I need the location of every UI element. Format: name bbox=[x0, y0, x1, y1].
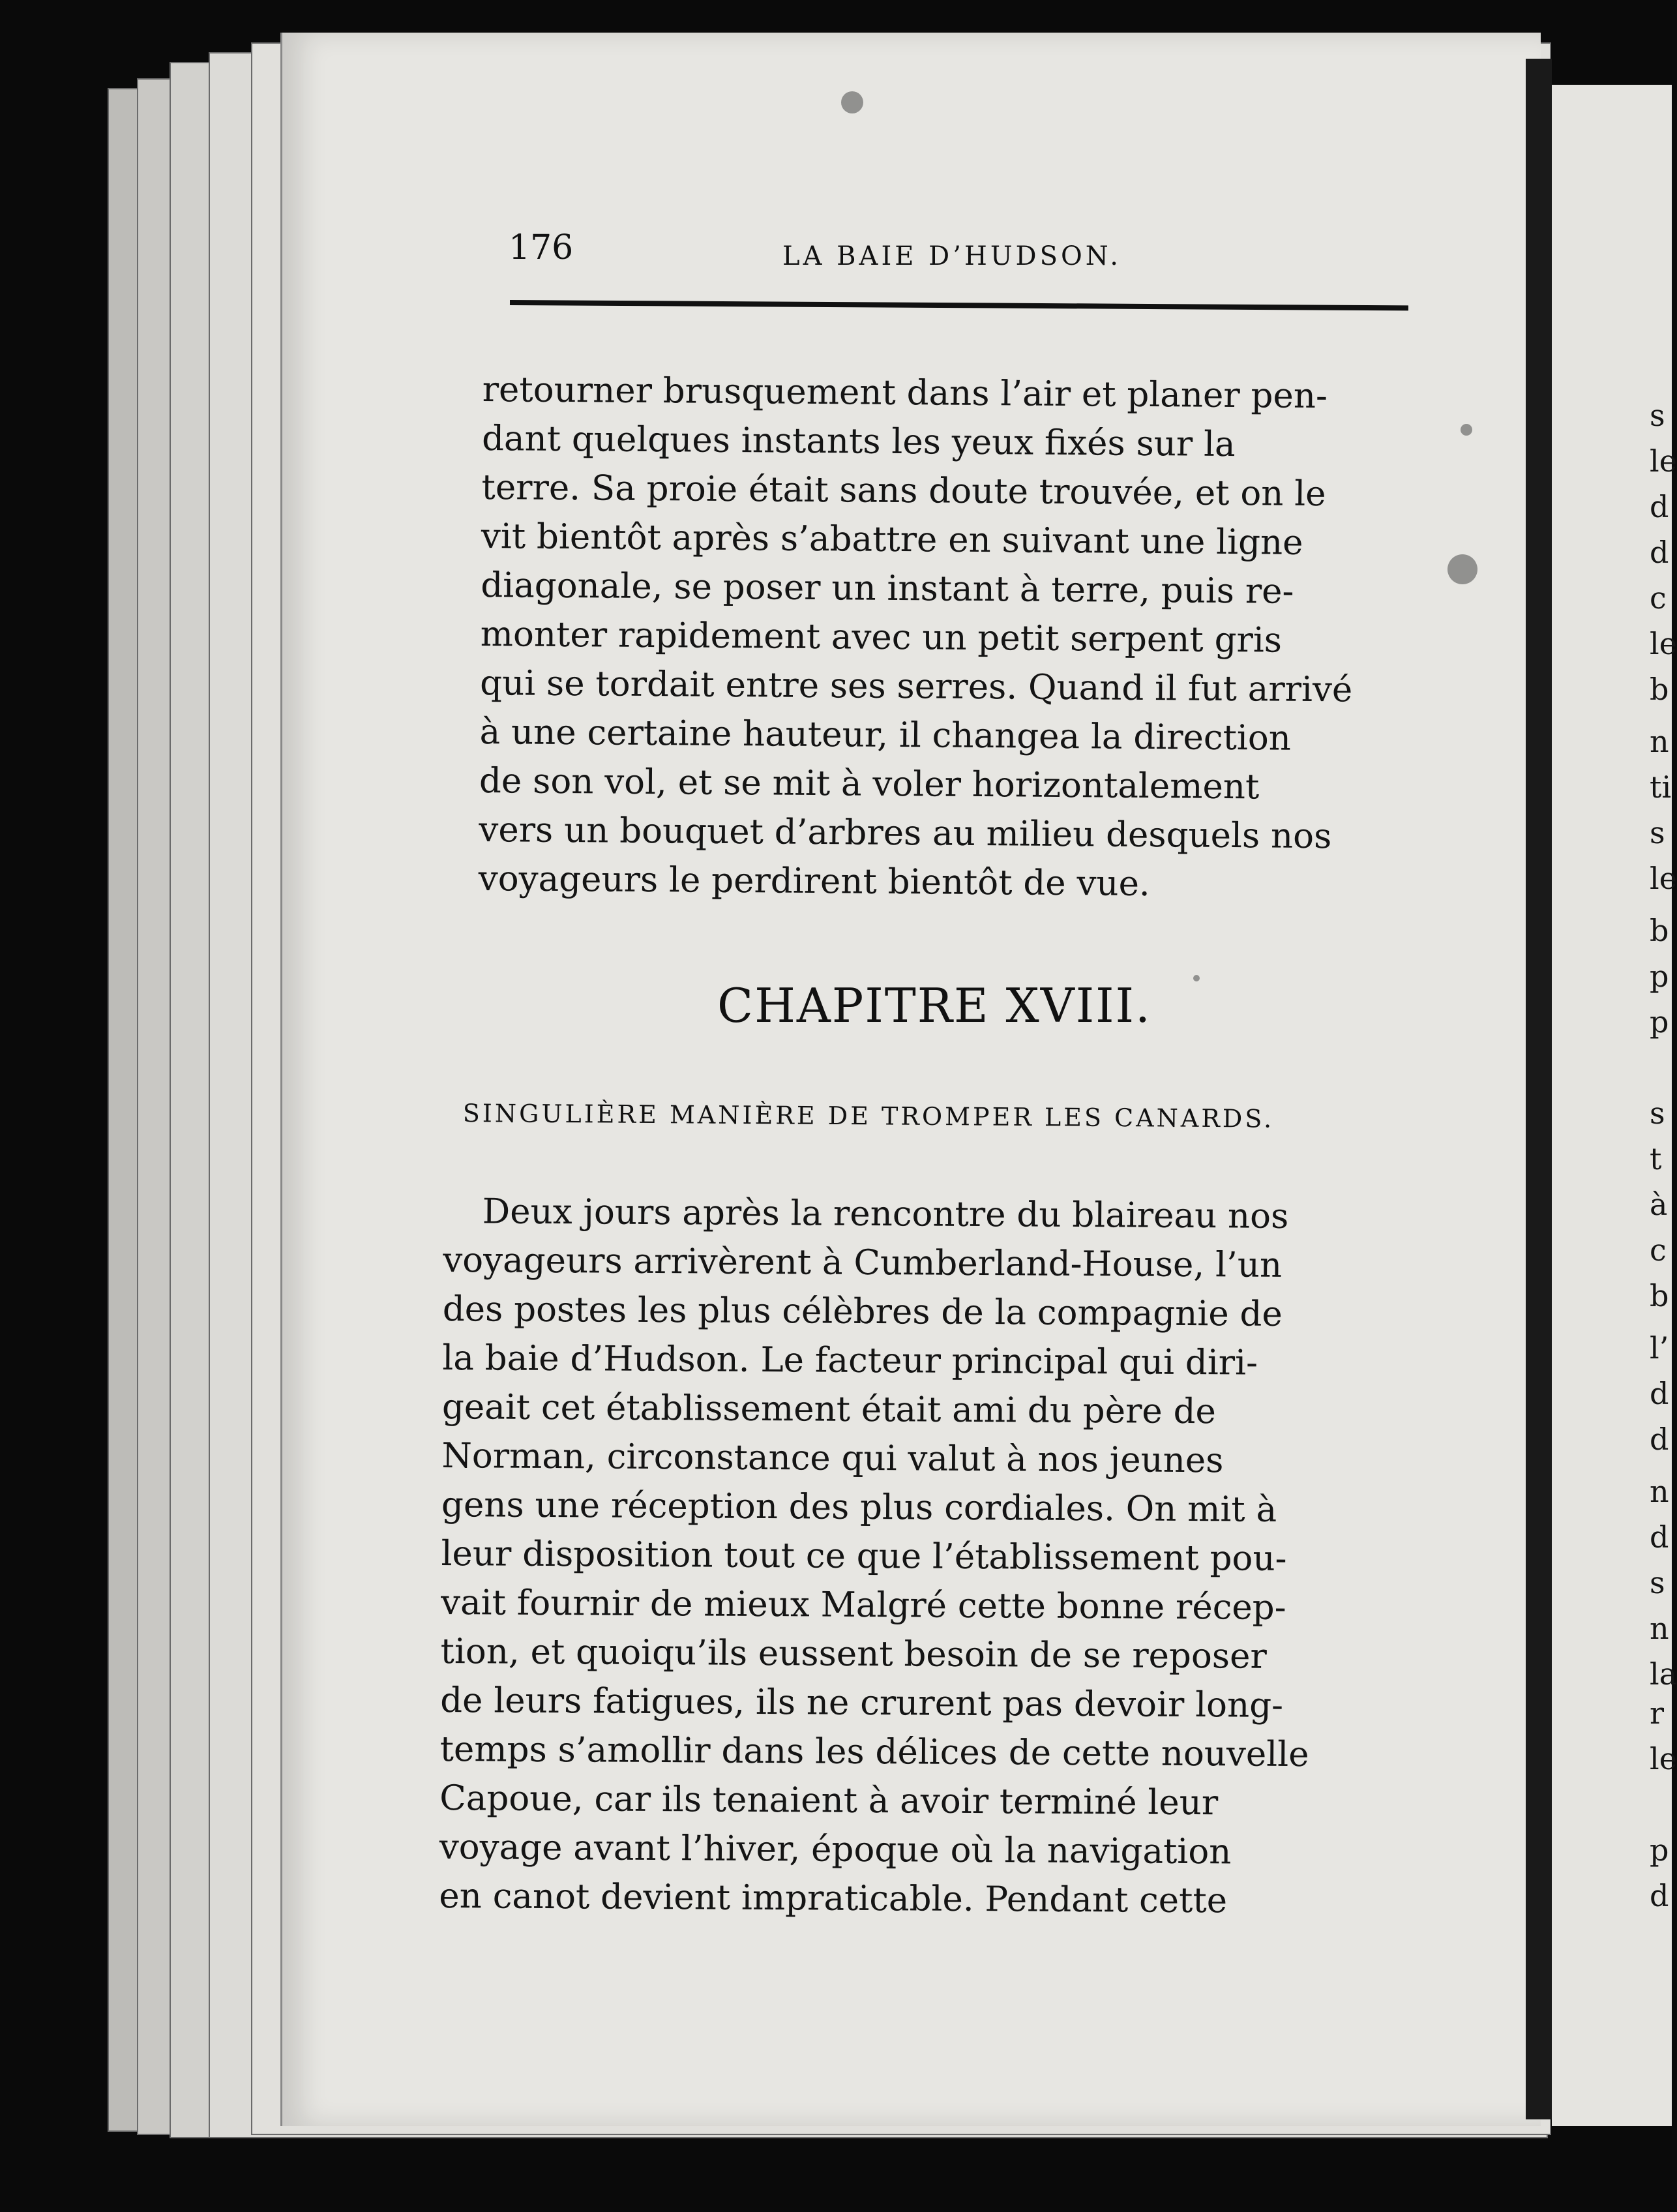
page-number: 176 bbox=[509, 228, 574, 267]
text-line: à une certaine hauteur, il changea la direction bbox=[479, 711, 1292, 758]
book-gutter bbox=[1526, 59, 1552, 2119]
page-header bbox=[509, 228, 1408, 287]
text-line: des postes les plus célèbres de la compagnie de bbox=[442, 1289, 1283, 1334]
text-line: leur disposition tout ce que l’établissement pou- bbox=[441, 1533, 1287, 1579]
text-line: de leurs fatigues, ils ne crurent pas devoir long- bbox=[440, 1680, 1284, 1726]
right-page-letter: d bbox=[1650, 1376, 1669, 1411]
text-line: retourner brusquement dans l’air et planer pen- bbox=[482, 369, 1328, 417]
text-line: voyageurs le perdirent bientôt de vue. bbox=[478, 858, 1151, 904]
right-page-letter: s bbox=[1650, 815, 1665, 850]
right-page-letter: ti bbox=[1650, 770, 1672, 805]
right-page-letter: n bbox=[1650, 1611, 1669, 1646]
text-line: terre. Sa proie était sans doute trouvée, et on le bbox=[481, 467, 1326, 515]
text-line: de son vol, et se mit à voler horizontalement bbox=[479, 760, 1260, 807]
chapter-title: CHAPITRE XVIII. bbox=[717, 978, 1151, 1033]
right-page-letter: c bbox=[1650, 1233, 1667, 1268]
text-line: en canot devient impraticable. Pendant cette bbox=[439, 1876, 1228, 1921]
text-line: Norman, circonstance qui valut à nos jeunes bbox=[441, 1435, 1224, 1481]
right-page-letter: d bbox=[1650, 1519, 1669, 1555]
right-page-letter: n bbox=[1650, 1474, 1669, 1509]
right-page-letter: s bbox=[1650, 398, 1665, 433]
chapter-opening-paragraph bbox=[439, 1187, 1356, 1926]
paragraph-continued bbox=[479, 365, 1395, 910]
right-page-letter: t bbox=[1650, 1141, 1662, 1176]
right-page-letter: c bbox=[1650, 580, 1667, 616]
right-page-letter: à bbox=[1650, 1187, 1668, 1222]
right-page-letter: b bbox=[1650, 913, 1669, 948]
right-page-letter: d bbox=[1650, 535, 1669, 570]
right-page-letter: la bbox=[1650, 1656, 1677, 1692]
text-line: voyage avant l’hiver, époque où la navigation bbox=[439, 1827, 1232, 1872]
right-page-letter: le bbox=[1650, 1741, 1677, 1776]
text-line: Capoue, car ils tenaient à avoir terminé leur bbox=[439, 1778, 1219, 1823]
text-line: vers un bouquet d’arbres au milieu desquels nos bbox=[479, 809, 1332, 857]
text-line: gens une réception des plus cordiales. On mit à bbox=[441, 1484, 1277, 1530]
right-page-letter: d bbox=[1650, 1878, 1669, 1913]
right-page-letter: b bbox=[1650, 672, 1669, 707]
dust-speck bbox=[1461, 424, 1472, 436]
text-line: geait cet établissement était ami du père de bbox=[441, 1386, 1217, 1432]
right-page-letter: s bbox=[1650, 1096, 1665, 1131]
right-page-letter: d bbox=[1650, 489, 1669, 524]
right-page-letter: le bbox=[1650, 861, 1677, 896]
text-line: dant quelques instants les yeux fixés sur la bbox=[481, 418, 1236, 465]
right-page-letter: n bbox=[1650, 724, 1669, 759]
right-page-letter: le bbox=[1650, 626, 1677, 661]
chapter-subtitle: SINGULIÈRE MANIÈRE DE TROMPER LES CANARDS. bbox=[462, 1099, 1275, 1133]
text-line: monter rapidement avec un petit serpent gris bbox=[480, 614, 1283, 661]
text-line: la baie d’Hudson. Le facteur principal qui diri- bbox=[442, 1338, 1258, 1383]
text-line: vit bientôt après s’abattre en suivant une ligne bbox=[481, 516, 1303, 563]
text-line: diagonale, se poser un instant à terre, puis re- bbox=[481, 565, 1294, 612]
dust-speck bbox=[1447, 554, 1477, 584]
text-line: tion, et quoiqu’ils eussent besoin de se reposer bbox=[440, 1631, 1267, 1677]
right-page-letter: d bbox=[1650, 1422, 1669, 1457]
right-page-letter: p bbox=[1650, 1004, 1669, 1039]
running-head: LA BAIE D’HUDSON. bbox=[782, 241, 1121, 271]
right-page-letter: r bbox=[1650, 1696, 1664, 1731]
right-page-letter: p bbox=[1650, 1832, 1669, 1868]
text-line: voyageurs arrivèrent à Cumberland-House, l’un bbox=[443, 1240, 1283, 1285]
right-page-letter: b bbox=[1650, 1278, 1669, 1313]
dust-speck bbox=[1193, 975, 1200, 981]
right-page-letter: l’ bbox=[1650, 1330, 1669, 1366]
text-line: temps s’amollir dans les délices de cette nouvelle bbox=[439, 1729, 1309, 1775]
text-line: vait fournir de mieux Malgré cette bonne récep- bbox=[440, 1582, 1286, 1628]
text-line: Deux jours après la rencontre du blaireau nos bbox=[482, 1191, 1289, 1236]
right-page-letter: p bbox=[1650, 959, 1669, 994]
dust-speck bbox=[841, 91, 863, 113]
text-line: qui se tordait entre ses serres. Quand il fut arrivé bbox=[479, 663, 1353, 710]
right-page-letter: le bbox=[1650, 443, 1677, 479]
right-page-letter: s bbox=[1650, 1565, 1665, 1600]
